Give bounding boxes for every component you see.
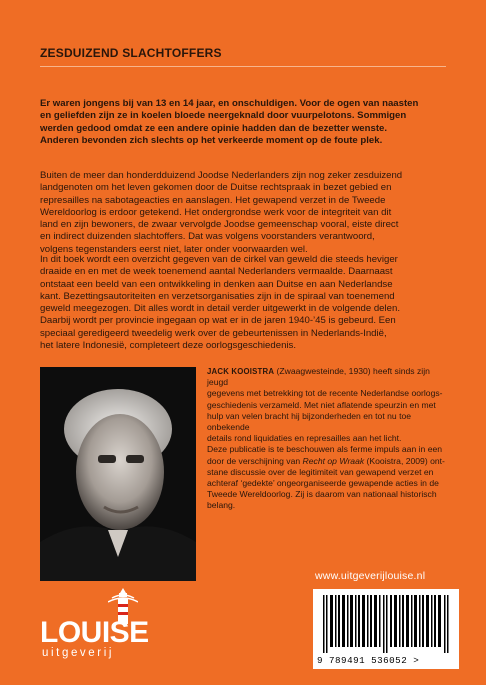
referenced-book-title: Recht op Wraak — [302, 455, 365, 466]
bio-text: Tweede Wereldoorlog. Zij is daarom van nationaal historisch — [207, 489, 437, 500]
body-line: Wereldoorlog is erdoor getekend. Het ondergrondse werk voor de integriteit van dit — [40, 206, 392, 218]
intro-line: werden gedood omdat ze een andere opinie hadden dan de bezetter wenste. — [40, 122, 388, 134]
body-line: ontstaat een beeld van een ontwikkeling in denken aan Duitse en aan Nederlandse — [40, 278, 393, 290]
bio-text: belang. — [207, 500, 236, 511]
bio-text: details rond liquidaties en represailles aan het licht. — [207, 433, 402, 444]
body-line: kant. Bezettingsautoriteiten en verzetsorganisaties zijn in de spiraal van toenemend — [40, 290, 395, 302]
author-bio — [207, 366, 452, 512]
author-photo — [40, 367, 196, 581]
logo-subtitle: uitgeverij — [42, 647, 115, 659]
bio-text: geschiedenis verzameld. Met niet aflatende speurzin en met — [207, 399, 436, 410]
body-line: Daarbij wordt per provincie ingegaan op wat er in de jaren 1940-’45 is gebeurd. Een — [40, 315, 396, 327]
body-line: volgens tegenstanders eerst niet, later onder voorwaarden wel. — [40, 243, 308, 255]
publisher-url[interactable]: www.uitgeverijlouise.nl — [315, 570, 426, 582]
bio-text: (Zwaagwesteinde, 1930) heeft sinds zijn jeugd — [207, 366, 430, 388]
divider-top — [40, 66, 446, 67]
isbn-barcode — [313, 589, 459, 669]
author-portrait-graphic — [40, 367, 196, 581]
body-line: geweld meegezogen. Dit alles wordt in detail verder uitgewerkt in de volgende delen. — [40, 303, 400, 315]
author-name: JACK KOOISTRA — [207, 367, 275, 376]
logo-wordmark: LOUISE — [40, 616, 149, 649]
body-line: draaide en en met de week toenemend aantal Nederlanders vermaalde. Daarnaast — [40, 266, 393, 278]
bio-text: hulp van velen bracht hij bijzonderheden en tot nu toe onbekende — [207, 410, 412, 433]
bio-text: achteraf ‘gedekte’ ongeorganiseerde gewapende acties in de — [207, 478, 439, 489]
barcode-bars — [323, 595, 449, 653]
body-line: en indirect duizenden slachtoffers. Dat was volgens voorstanders verantwoord, — [40, 231, 375, 243]
intro-line: Er waren jongens bij van 13 en 14 jaar, en onschuldigen. Voor de ogen van naasten — [40, 98, 419, 109]
body-line: het latere Indonesië, completeert deze oorlogsgeschiedenis. — [40, 340, 296, 352]
isbn-digits: 9 789491 536052 > — [317, 655, 420, 666]
bio-text: stane discussie over de legitimiteit van gewapend verzet en — [207, 466, 434, 477]
bio-text: Deze publicatie is te beschouwen als ferme impuls aan in een — [207, 444, 443, 455]
bio-text: door de verschijning van — [207, 455, 303, 466]
body-line: land en zijn bewoners, de zwaar vervolgde Joodse gemeenschap vooral, eiste direct — [40, 219, 399, 231]
body-line: landgenoten om het leven gekomen door de Duitse rechtspraak in bezet gebied en — [40, 182, 392, 194]
intro-paragraph — [40, 98, 450, 147]
bio-text: (Kooistra, 2009) ont- — [364, 455, 445, 466]
body-line: represailles na sabotageacties en aanslagen. Het gewapend verzet in de Tweede — [40, 194, 386, 206]
body-line: In dit boek wordt een overzicht gegeven van de cirkel van geweld die steeds heviger — [40, 254, 398, 265]
book-title: ZESDUIZEND SLACHTOFFERS — [40, 46, 222, 60]
body-paragraph-1 — [40, 170, 450, 256]
bio-text: gegevens met betrekking tot de recente Nederlandse oorlogs- — [207, 388, 443, 399]
body-line: speciaal geredigeerd tweedelig werk over de gebeurtenissen in Nederlands-Indië, — [40, 327, 387, 339]
intro-line: Anderen bevonden zich slechts op het verkeerde moment op de foute plek. — [40, 134, 383, 146]
publisher-logo — [40, 590, 180, 660]
body-line: Buiten de meer dan honderdduizend Joodse Nederlanders zijn nog zeker zesduizend — [40, 170, 403, 181]
intro-line: en geliefden zijn ze in koelen bloede neergeknald door vuurpelotons. Sommigen — [40, 110, 407, 122]
body-paragraph-2 — [40, 254, 450, 352]
